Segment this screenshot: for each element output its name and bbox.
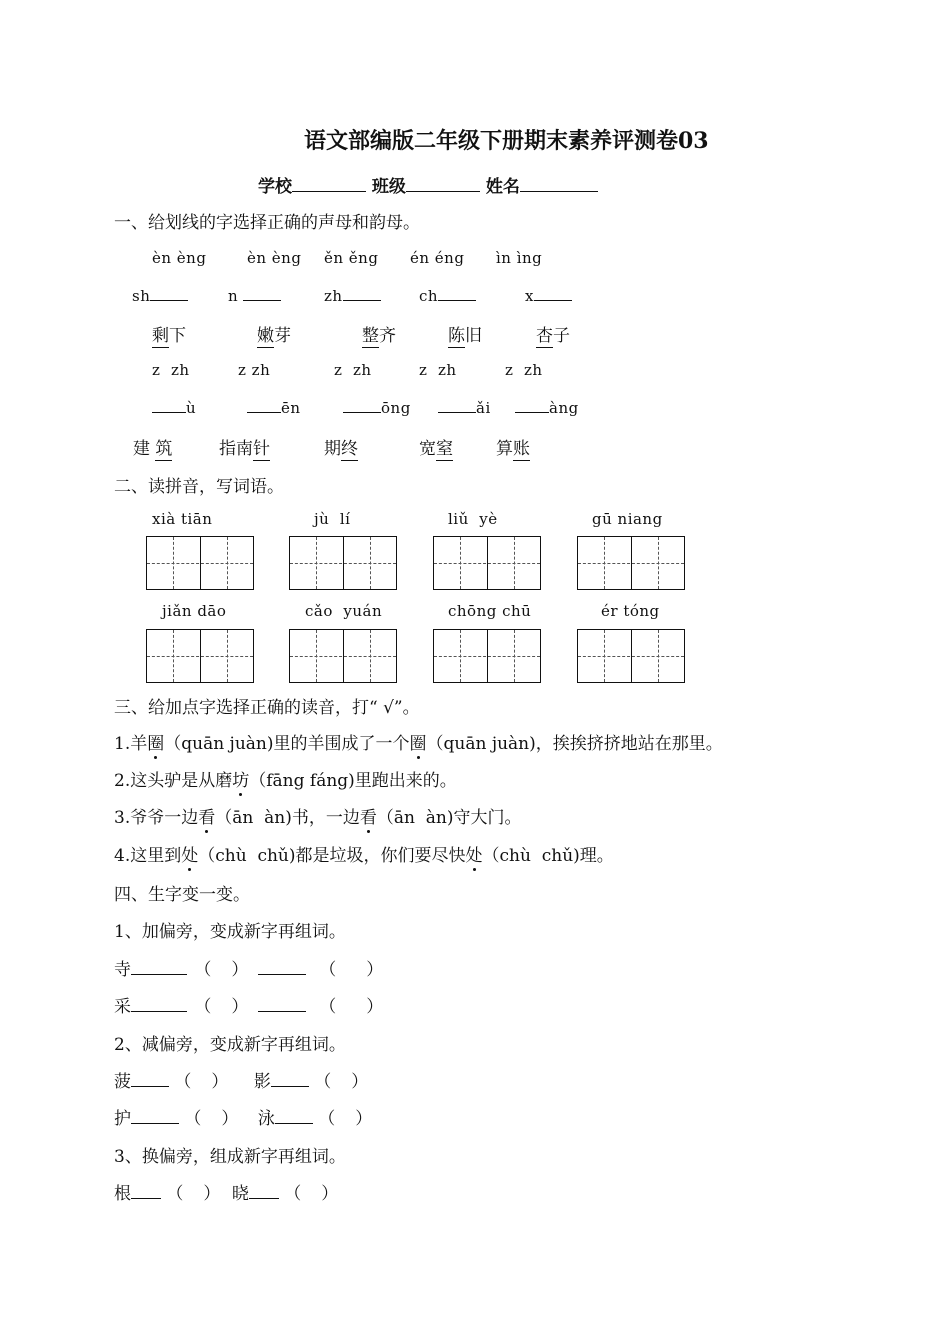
subsection-heading: 1、加偏旁，变成新字再组词。: [114, 922, 346, 942]
final-label: àng: [549, 399, 579, 417]
new-char-blank[interactable]: [258, 994, 306, 1012]
word-blank[interactable]: [211, 995, 231, 1012]
underlined-char: 账: [513, 439, 530, 459]
page-title: 语文部编版二年级下册期末素养评测卷03: [304, 128, 709, 154]
question-text: 1.羊: [114, 734, 148, 754]
open-paren: （: [319, 997, 337, 1017]
writing-grid[interactable]: [433, 536, 541, 590]
new-char-blank[interactable]: [249, 1181, 279, 1199]
word-blank[interactable]: [211, 958, 231, 975]
underlined-char: 嫩: [257, 326, 274, 346]
base-char: 菠: [114, 1072, 131, 1092]
word-rest: 旧: [465, 326, 482, 346]
word-item: [496, 434, 530, 459]
underlined-char: 窒: [436, 439, 453, 459]
final-fill-item: [343, 398, 411, 417]
school-label: 学校: [258, 177, 292, 197]
initial-option: z zh: [152, 361, 190, 379]
writing-grid[interactable]: [577, 536, 685, 590]
question-line: [114, 803, 521, 828]
exercise-row: [114, 1179, 338, 1204]
name-label: 姓名: [485, 177, 520, 197]
question-text: 2.这头驴是从磨: [114, 771, 233, 791]
word-item: [152, 321, 186, 346]
word-blank[interactable]: [201, 1107, 221, 1124]
new-char-blank[interactable]: [131, 1106, 179, 1124]
initial-option: z zh: [334, 361, 372, 379]
finals-option: ìn ìng: [496, 249, 543, 267]
close-paren: ）: [351, 1072, 369, 1092]
new-char-blank[interactable]: [258, 957, 306, 975]
word-item: [536, 321, 570, 346]
question-text: （ān àn)书，一边: [215, 808, 360, 828]
initial-label: x: [525, 287, 534, 305]
final-blank[interactable]: [150, 286, 188, 301]
student-info-line: [258, 172, 598, 197]
new-char-blank[interactable]: [131, 957, 187, 975]
word-blank[interactable]: [331, 1070, 351, 1087]
question-text: （chù chǔ)都是垃圾，你们要尽快: [198, 846, 466, 866]
open-paren: （: [284, 1184, 302, 1204]
final-label: ōng: [381, 399, 411, 417]
word-item: [419, 434, 453, 459]
base-char: 影: [253, 1072, 271, 1092]
final-blank[interactable]: [243, 286, 281, 301]
finals-option: èn èng: [152, 249, 207, 267]
pinyin-prompt: gū niang: [592, 510, 663, 528]
word-item: [324, 434, 358, 459]
underlined-char: 终: [341, 439, 358, 459]
close-paren: ）: [321, 1184, 339, 1204]
question-line: [114, 766, 457, 791]
word-item: [219, 434, 270, 459]
dotted-char: 圈: [147, 729, 164, 754]
finals-option: én éng: [410, 249, 465, 267]
base-char: 寺: [114, 960, 131, 980]
question-text: （chù chǔ)理。: [482, 846, 614, 866]
initial-fill-item: [228, 286, 281, 305]
subsection-heading: 3、换偏旁，组成新字再组词。: [114, 1147, 346, 1167]
close-paren: ）: [366, 997, 384, 1017]
word-rest: 子: [553, 326, 570, 346]
new-char-blank[interactable]: [131, 1069, 169, 1087]
writing-grid[interactable]: [289, 629, 397, 683]
final-blank[interactable]: [534, 286, 572, 301]
word-blank[interactable]: [335, 1107, 355, 1124]
underlined-char: 剩: [152, 326, 169, 346]
word-prefix: 建: [133, 439, 156, 459]
word-prefix: 期: [324, 439, 341, 459]
base-char: 根: [114, 1184, 131, 1204]
word-blank[interactable]: [191, 1070, 211, 1087]
underlined-char: 针: [253, 439, 270, 459]
word-blank[interactable]: [183, 1182, 203, 1199]
name-blank[interactable]: [520, 174, 598, 192]
subsection-heading: 2、减偏旁，变成新字再组词。: [114, 1035, 346, 1055]
word-prefix: 指南: [219, 439, 253, 459]
underlined-char: 陈: [448, 326, 465, 346]
close-paren: ）: [211, 1072, 229, 1092]
final-fill-item: [247, 398, 301, 417]
writing-grid[interactable]: [577, 629, 685, 683]
class-blank[interactable]: [406, 174, 480, 192]
initial-option: z zh: [419, 361, 457, 379]
section-3-heading: 三、给加点字选择正确的读音，打“ √”。: [114, 698, 420, 718]
writing-grid[interactable]: [146, 536, 254, 590]
pinyin-prompt: cǎo yuán: [305, 602, 383, 620]
pinyin-prompt: jù lí: [314, 510, 351, 528]
word-blank[interactable]: [336, 958, 366, 975]
final-label: ǎi: [476, 399, 491, 417]
base-char: 采: [114, 997, 131, 1017]
close-paren: ）: [355, 1109, 373, 1129]
exercise-row: [114, 1104, 372, 1129]
initial-label: n: [228, 287, 239, 305]
open-paren: （: [314, 1072, 332, 1092]
question-text: 4.这里到: [114, 846, 182, 866]
pinyin-prompt: xià tiān: [152, 510, 213, 528]
word-blank[interactable]: [336, 995, 366, 1012]
dotted-char: 处: [181, 841, 198, 866]
dotted-char: 圈: [410, 729, 427, 754]
new-char-blank[interactable]: [131, 994, 187, 1012]
question-line: [114, 729, 723, 754]
writing-grid[interactable]: [289, 536, 397, 590]
initial-label: zh: [324, 287, 343, 305]
base-char: 晓: [231, 1184, 249, 1204]
initial-fill-item: [324, 286, 381, 305]
word-item: [133, 434, 172, 459]
finals-option: ěn ěng: [324, 249, 379, 267]
open-paren: （: [184, 1109, 202, 1129]
pinyin-prompt: chōng chū: [448, 602, 532, 620]
open-paren: （: [166, 1184, 184, 1204]
dotted-char: 坊: [232, 766, 249, 791]
section-4-heading: 四、生字变一变。: [114, 885, 250, 905]
exercise-row: [114, 955, 383, 980]
exercise-row: [114, 992, 383, 1017]
new-char-blank[interactable]: [275, 1106, 313, 1124]
question-text: （ān àn)守大门。: [376, 808, 522, 828]
final-blank[interactable]: [438, 286, 476, 301]
close-paren: ）: [221, 1109, 239, 1129]
final-label: ēn: [281, 399, 301, 417]
writing-grid[interactable]: [433, 629, 541, 683]
close-paren: ）: [366, 960, 384, 980]
pinyin-prompt: liǔ yè: [448, 510, 498, 528]
dotted-char: 看: [360, 803, 377, 828]
close-paren: ）: [203, 1184, 221, 1204]
initial-option: z zh: [238, 361, 271, 379]
question-line: [114, 841, 614, 866]
initial-fill-item: [132, 286, 188, 305]
word-prefix: 算: [496, 439, 513, 459]
open-paren: （: [318, 1109, 336, 1129]
initial-label: ch: [419, 287, 439, 305]
initial-fill-item: [419, 286, 476, 305]
initial-blank[interactable]: [515, 398, 549, 413]
pinyin-prompt: jiǎn dāo: [162, 602, 227, 620]
section-2-heading: 二、读拼音，写词语。: [114, 477, 284, 497]
word-item: [362, 321, 396, 346]
pinyin-prompt: ér tóng: [601, 602, 660, 620]
word-rest: 下: [169, 326, 186, 346]
finals-option: èn èng: [247, 249, 302, 267]
initial-option: z zh: [505, 361, 543, 379]
open-paren: （: [194, 997, 212, 1017]
initial-blank[interactable]: [438, 398, 476, 413]
underlined-char: 筑: [155, 439, 173, 459]
final-fill-item: [515, 398, 579, 417]
question-text: （quān juàn)里的羊围成了一个: [164, 734, 410, 754]
close-paren: ）: [231, 960, 249, 980]
word-rest: 芽: [274, 326, 291, 346]
final-fill-item: [438, 398, 491, 417]
word-rest: 齐: [379, 326, 396, 346]
initial-fill-item: [525, 286, 572, 305]
final-label: ù: [186, 399, 197, 417]
open-paren: （: [194, 960, 212, 980]
question-text: 3.爷爷一边: [114, 808, 199, 828]
word-item: [448, 321, 482, 346]
initial-label: sh: [132, 287, 151, 305]
final-blank[interactable]: [343, 286, 381, 301]
open-paren: （: [319, 960, 337, 980]
school-blank[interactable]: [292, 174, 366, 192]
underlined-char: 杏: [536, 326, 553, 346]
dotted-char: 处: [466, 841, 483, 866]
class-label: 班级: [371, 177, 406, 197]
word-item: [257, 321, 291, 346]
question-text: （fāng fáng)里跑出来的。: [249, 771, 457, 791]
base-char: 护: [114, 1109, 131, 1129]
underlined-char: 整: [362, 326, 379, 346]
base-char: 泳: [257, 1109, 275, 1129]
section-1-heading: 一、给划线的字选择正确的声母和韵母。: [114, 213, 420, 233]
word-blank[interactable]: [301, 1182, 321, 1199]
initial-blank[interactable]: [343, 398, 381, 413]
new-char-blank[interactable]: [271, 1069, 309, 1087]
final-fill-item: [152, 398, 196, 417]
exercise-row: [114, 1067, 368, 1092]
dotted-char: 看: [198, 803, 215, 828]
open-paren: （: [174, 1072, 192, 1092]
close-paren: ）: [231, 997, 249, 1017]
initial-blank[interactable]: [152, 398, 186, 413]
writing-grid[interactable]: [146, 629, 254, 683]
question-text: （quān juàn)，挨挨挤挤地站在那里。: [426, 734, 723, 754]
new-char-blank[interactable]: [131, 1181, 161, 1199]
initial-blank[interactable]: [247, 398, 281, 413]
word-prefix: 宽: [419, 439, 436, 459]
